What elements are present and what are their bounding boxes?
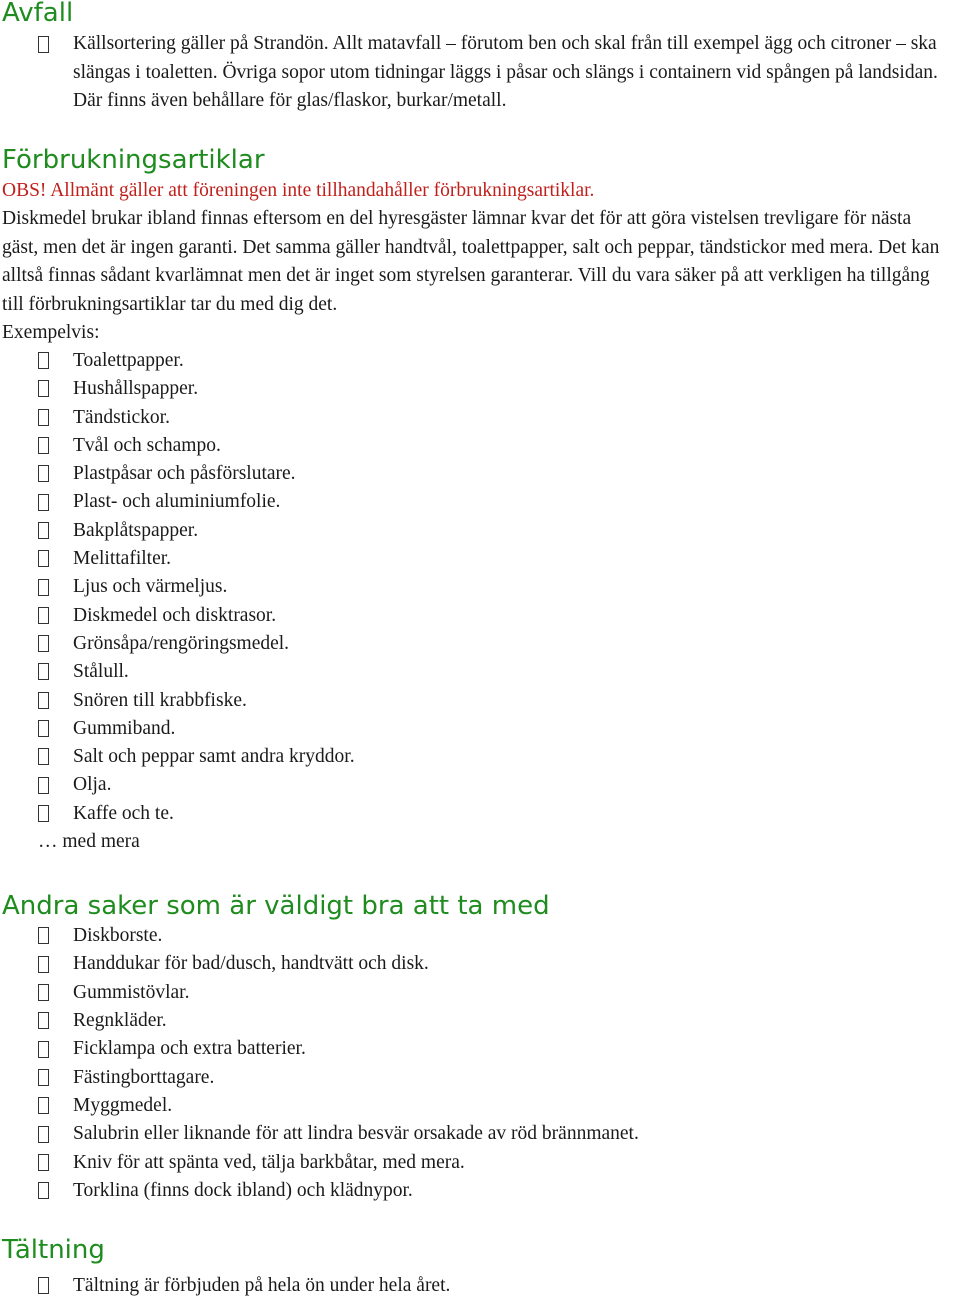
list-item bbox=[0, 1035, 950, 1063]
bullet-box-icon bbox=[38, 927, 49, 944]
list-item-text: Salt och peppar samt andra kryddor. bbox=[73, 746, 355, 768]
bullet-box-icon bbox=[38, 805, 49, 822]
bullet-box-icon bbox=[38, 409, 49, 426]
bullet-box-icon bbox=[38, 635, 49, 652]
list-item-text: Gummistövlar. bbox=[73, 981, 190, 1003]
list-item-text: Handdukar för bad/dusch, handtvätt och disk. bbox=[73, 953, 429, 975]
list-item bbox=[0, 743, 950, 771]
list-item-text: Tvål och schampo. bbox=[73, 434, 221, 456]
list-item bbox=[0, 950, 950, 978]
list-item-text: Kaffe och te. bbox=[73, 802, 174, 824]
list-item-text: Grönsåpa/rengöringsmedel. bbox=[73, 632, 290, 654]
list-item-text: Stålull. bbox=[73, 661, 129, 683]
list-item bbox=[0, 687, 950, 715]
list-item bbox=[0, 658, 950, 686]
list-item bbox=[0, 375, 950, 403]
bullet-box-icon bbox=[38, 748, 49, 765]
list-item bbox=[0, 922, 950, 950]
bullet-box-icon bbox=[38, 1097, 49, 1114]
bullet-box-icon bbox=[38, 380, 49, 397]
list-item-text: Plastpåsar och påsförslutare. bbox=[73, 463, 296, 485]
list-item bbox=[0, 771, 950, 799]
bullet-box-icon bbox=[38, 437, 49, 454]
list-item-text: Källsortering gäller på Strandön. Allt matavfall – förutom ben och skal från till exempel ägg och citroner – ska slängas i toaletten. Övriga sopor utom tidningar läggs i påsar och slängs i containern vid spången på landsidan. Där finns även behållare för glas/flaskor, burkar/metall. bbox=[73, 33, 938, 112]
list-item-text: Salubrin eller liknande för att lindra besvär orsakade av röd brännmanet. bbox=[73, 1123, 639, 1145]
list-item bbox=[0, 573, 950, 601]
list-item-text: Bakplåtspapper. bbox=[73, 519, 199, 541]
bullet-box-icon bbox=[38, 550, 49, 567]
list-item bbox=[0, 979, 950, 1007]
list-item-text: Torklina (finns dock ibland) och klädnypor. bbox=[73, 1180, 413, 1202]
list-item bbox=[0, 1149, 950, 1177]
list-item-text: Ljus och värmeljus. bbox=[73, 576, 228, 598]
bullet-box-icon bbox=[38, 984, 49, 1001]
list-item bbox=[0, 1272, 950, 1300]
bullet-box-icon bbox=[38, 1277, 49, 1294]
taltning-list bbox=[0, 1272, 950, 1300]
bullet-box-icon bbox=[38, 465, 49, 482]
list-item bbox=[0, 1092, 950, 1120]
heading-forbrukningsartiklar: Förbrukningsartiklar bbox=[2, 145, 265, 175]
andra-list bbox=[0, 922, 950, 1205]
list-item-text: Melittafilter. bbox=[73, 548, 172, 570]
list-item bbox=[0, 630, 950, 658]
bullet-box-icon bbox=[38, 663, 49, 680]
bullet-box-icon bbox=[38, 1069, 49, 1086]
bullet-box-icon bbox=[38, 1041, 49, 1058]
bullet-box-icon bbox=[38, 607, 49, 624]
list-item-text: Olja. bbox=[73, 774, 112, 796]
list-item-text: Diskborste. bbox=[73, 925, 163, 946]
list-item-text: Kniv för att spänta ved, tälja barkbåtar, med mera. bbox=[73, 1151, 465, 1173]
list-item-text: Diskmedel och disktrasor. bbox=[73, 604, 277, 626]
list-item bbox=[0, 404, 950, 432]
list-item bbox=[0, 488, 950, 516]
list-item bbox=[0, 1120, 950, 1148]
list-item-text: Gummiband. bbox=[73, 717, 176, 739]
bullet-box-icon bbox=[38, 522, 49, 539]
list-item-text: Fästingborttagare. bbox=[73, 1066, 215, 1088]
list-item-text: Toalettpapper. bbox=[73, 350, 184, 371]
bullet-box-icon bbox=[38, 352, 49, 369]
bullet-box-icon bbox=[38, 777, 49, 794]
list-item bbox=[0, 460, 950, 488]
med-mera-text: … med mera bbox=[38, 831, 140, 852]
avfall-list bbox=[0, 30, 950, 116]
list-item bbox=[0, 602, 950, 630]
list-item-text: Ficklampa och extra batterier. bbox=[73, 1038, 306, 1060]
list-item bbox=[0, 517, 950, 545]
list-item bbox=[0, 30, 950, 116]
bullet-box-icon bbox=[38, 956, 49, 973]
bullet-box-icon bbox=[38, 692, 49, 709]
list-item bbox=[0, 715, 950, 743]
list-item bbox=[0, 800, 950, 828]
list-item-text: Myggmedel. bbox=[73, 1095, 173, 1117]
heading-taltning: Tältning bbox=[2, 1235, 105, 1265]
obs-notice: OBS! Allmänt gäller att föreningen inte tillhandahåller förbrukningsartiklar. bbox=[2, 180, 595, 201]
list-item-text: Tältning är förbjuden på hela ön under hela året. bbox=[73, 1275, 451, 1296]
list-item bbox=[0, 1064, 950, 1092]
list-item-text: Plast- och aluminiumfolie. bbox=[73, 491, 281, 513]
heading-avfall: Avfall bbox=[2, 0, 74, 28]
list-item-text: Regnkläder. bbox=[73, 1010, 167, 1032]
list-item-text: Hushållspapper. bbox=[73, 378, 199, 400]
list-item-text: Tändstickor. bbox=[73, 406, 170, 428]
forbrukning-paragraph: Diskmedel brukar ibland finnas eftersom en del hyresgäster lämnar kvar det för att göra vistelsen trevligare för nästa gäst, men det är ingen garanti. Det samma gäller handtvål, toalettpapper, salt och peppar, tändstickor med mera. Det kan alltså finnas sådant kvarlämnat men det är inget som styrelsen garanterar. Vill du vara säker på att verkligen ha tillgång till förbrukningsartiklar tar du med dig det. bbox=[2, 208, 940, 315]
bullet-box-icon bbox=[38, 1154, 49, 1171]
list-item bbox=[0, 545, 950, 573]
list-item-text: Snören till krabbfiske. bbox=[73, 689, 247, 711]
bullet-box-icon bbox=[38, 1126, 49, 1143]
bullet-box-icon bbox=[38, 1012, 49, 1029]
bullet-box-icon bbox=[38, 720, 49, 737]
forbrukning-list bbox=[0, 347, 950, 828]
list-item bbox=[0, 347, 950, 375]
bullet-box-icon bbox=[38, 494, 49, 511]
list-item bbox=[0, 1177, 950, 1205]
heading-andra-saker: Andra saker som är väldigt bra att ta med bbox=[2, 891, 550, 921]
list-item bbox=[0, 1007, 950, 1035]
bullet-box-icon bbox=[38, 579, 49, 596]
bullet-box-icon bbox=[38, 1182, 49, 1199]
exempelvis-label: Exempelvis: bbox=[2, 322, 100, 343]
bullet-box-icon bbox=[38, 36, 49, 53]
list-item bbox=[0, 432, 950, 460]
